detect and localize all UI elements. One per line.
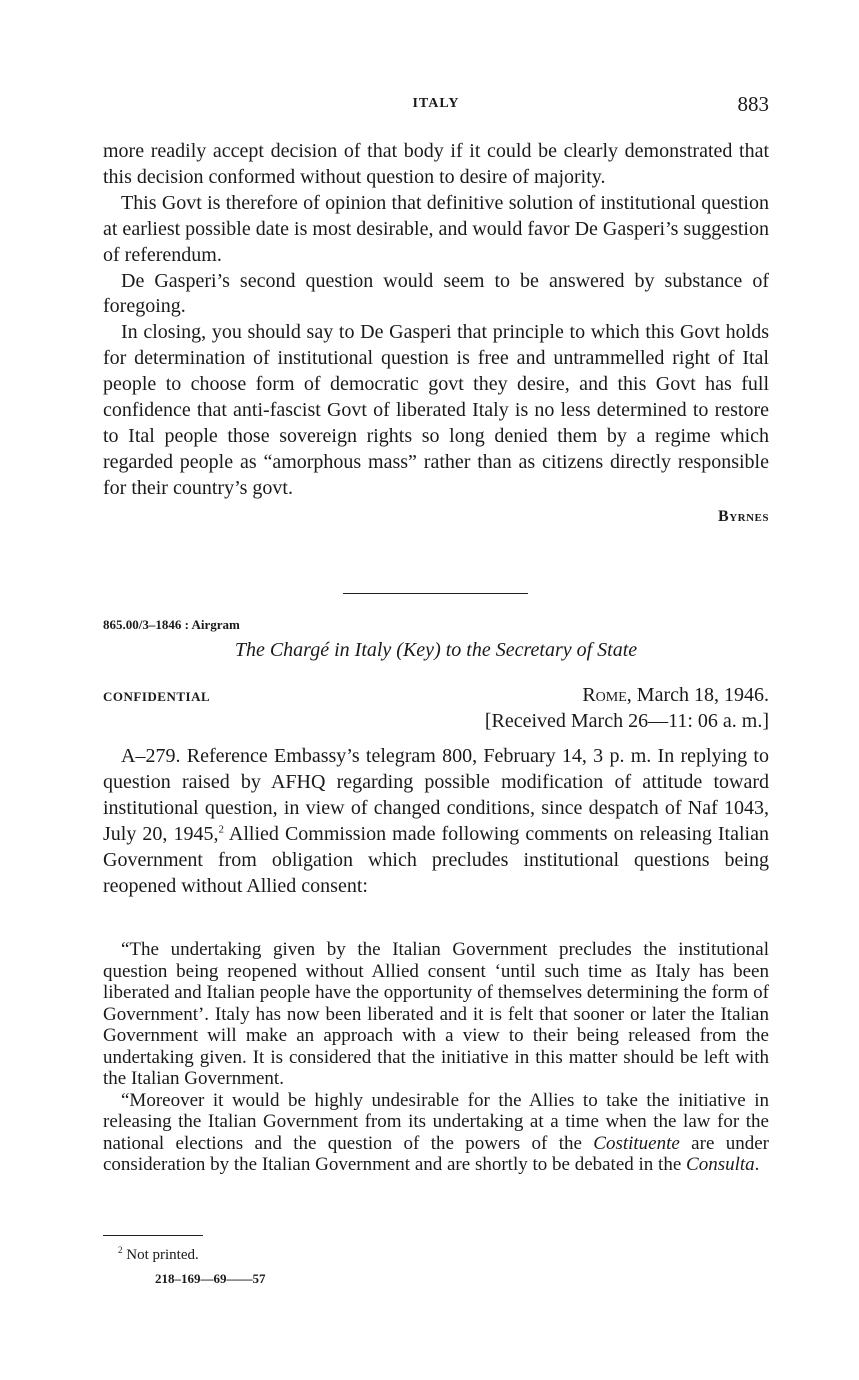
italic-term: Costituente [593, 1132, 680, 1154]
footnote-divider [103, 1235, 203, 1236]
quote-text: . [754, 1154, 760, 1175]
file-number: 865.00/3–1846 : Airgram [103, 617, 240, 632]
page-header [103, 92, 769, 120]
footnote-text: Not printed. [122, 1247, 199, 1263]
document-title: The Chargé in Italy (Key) to the Secretary of State [234, 639, 638, 661]
body-paragraph: This Govt is therefore of opinion that definitive solution of institutional question at earliest possible date is most desirable, and would favor De Gasperi’s suggestion of referendum. [103, 191, 769, 266]
running-head: ITALY [412, 96, 460, 111]
previous-document-body [103, 139, 769, 530]
dateline-date: , March 18, 1946. [626, 684, 769, 706]
document-body [103, 744, 769, 899]
section-divider [343, 593, 528, 594]
page-number: 883 [737, 92, 769, 116]
footnote-number: 2 [118, 1245, 123, 1255]
paragraph-text: A–279. Reference Embassy’s telegram 800, February 14, 3 p. m. In replying to question raised by AFHQ regarding possible modification of attitude toward institutional question, in view of changed conditions, since despatch of Naf 1043, July 20, 1945, [103, 745, 769, 845]
paragraph-text: Allied Commission made following comments on releasing Italian Government from obligation which precludes institutional questions being reopened without Allied consent: [103, 822, 769, 897]
received-line: [Received March 26—11: 06 a. m.] [484, 710, 769, 732]
signature: Byrnes [718, 507, 769, 525]
body-paragraph: De Gasperi’s second question would seem to be answered by substance of foregoing. [103, 269, 769, 318]
quote-paragraph [103, 1090, 769, 1176]
classification-label: CONFIDENTIAL [103, 689, 211, 704]
footnote-reference: 2 [218, 823, 224, 836]
quote-text: “Moreover it would be highly undesirable for the Allies to take the initiative in releasing the Italian Government from its undertaking at a time when the law for the national elections and the question of the powers of the [103, 1089, 769, 1154]
dateline [485, 682, 769, 734]
italic-term: Consulta [686, 1154, 755, 1175]
quote-text: are under consideration by the Italian Government and are shortly to be debated in the [103, 1132, 769, 1175]
footnote [118, 1247, 199, 1264]
quote-paragraph: “The undertaking given by the Italian Government precludes the institutional question being reopened without Allied consent ‘until such time as Italy has been liberated and Italian people have the opportunity of themselves determining the form of Government’. Italy has now been liberated and it is felt that sooner or later the Italian Government will make an approach with a view to their being released from the undertaking given. It is considered that the initiative in this matter should be left with the Italian Government. [103, 939, 769, 1089]
dateline-place: Rome [582, 684, 627, 706]
body-paragraph: In closing, you should say to De Gasperi that principle to which this Govt holds for determination of institutional question is free and untrammelled right of Ital people to choose form of democratic govt they desire, and this Govt has full confidence that anti-fascist Govt of liberated Italy is no less determined to restore to Ital people those sovereign rights so long denied them by a regime which regarded people as “amorphous mass” rather than as citizens directly responsible for their country’s govt. [103, 321, 769, 499]
body-paragraph [103, 744, 769, 899]
quoted-comments [103, 939, 769, 1176]
body-paragraph: more readily accept decision of that body if it could be clearly demonstrated that this decision conformed without question to desire of majority. [103, 140, 769, 188]
printer-imprint: 218–169—69——57 [155, 1271, 266, 1286]
